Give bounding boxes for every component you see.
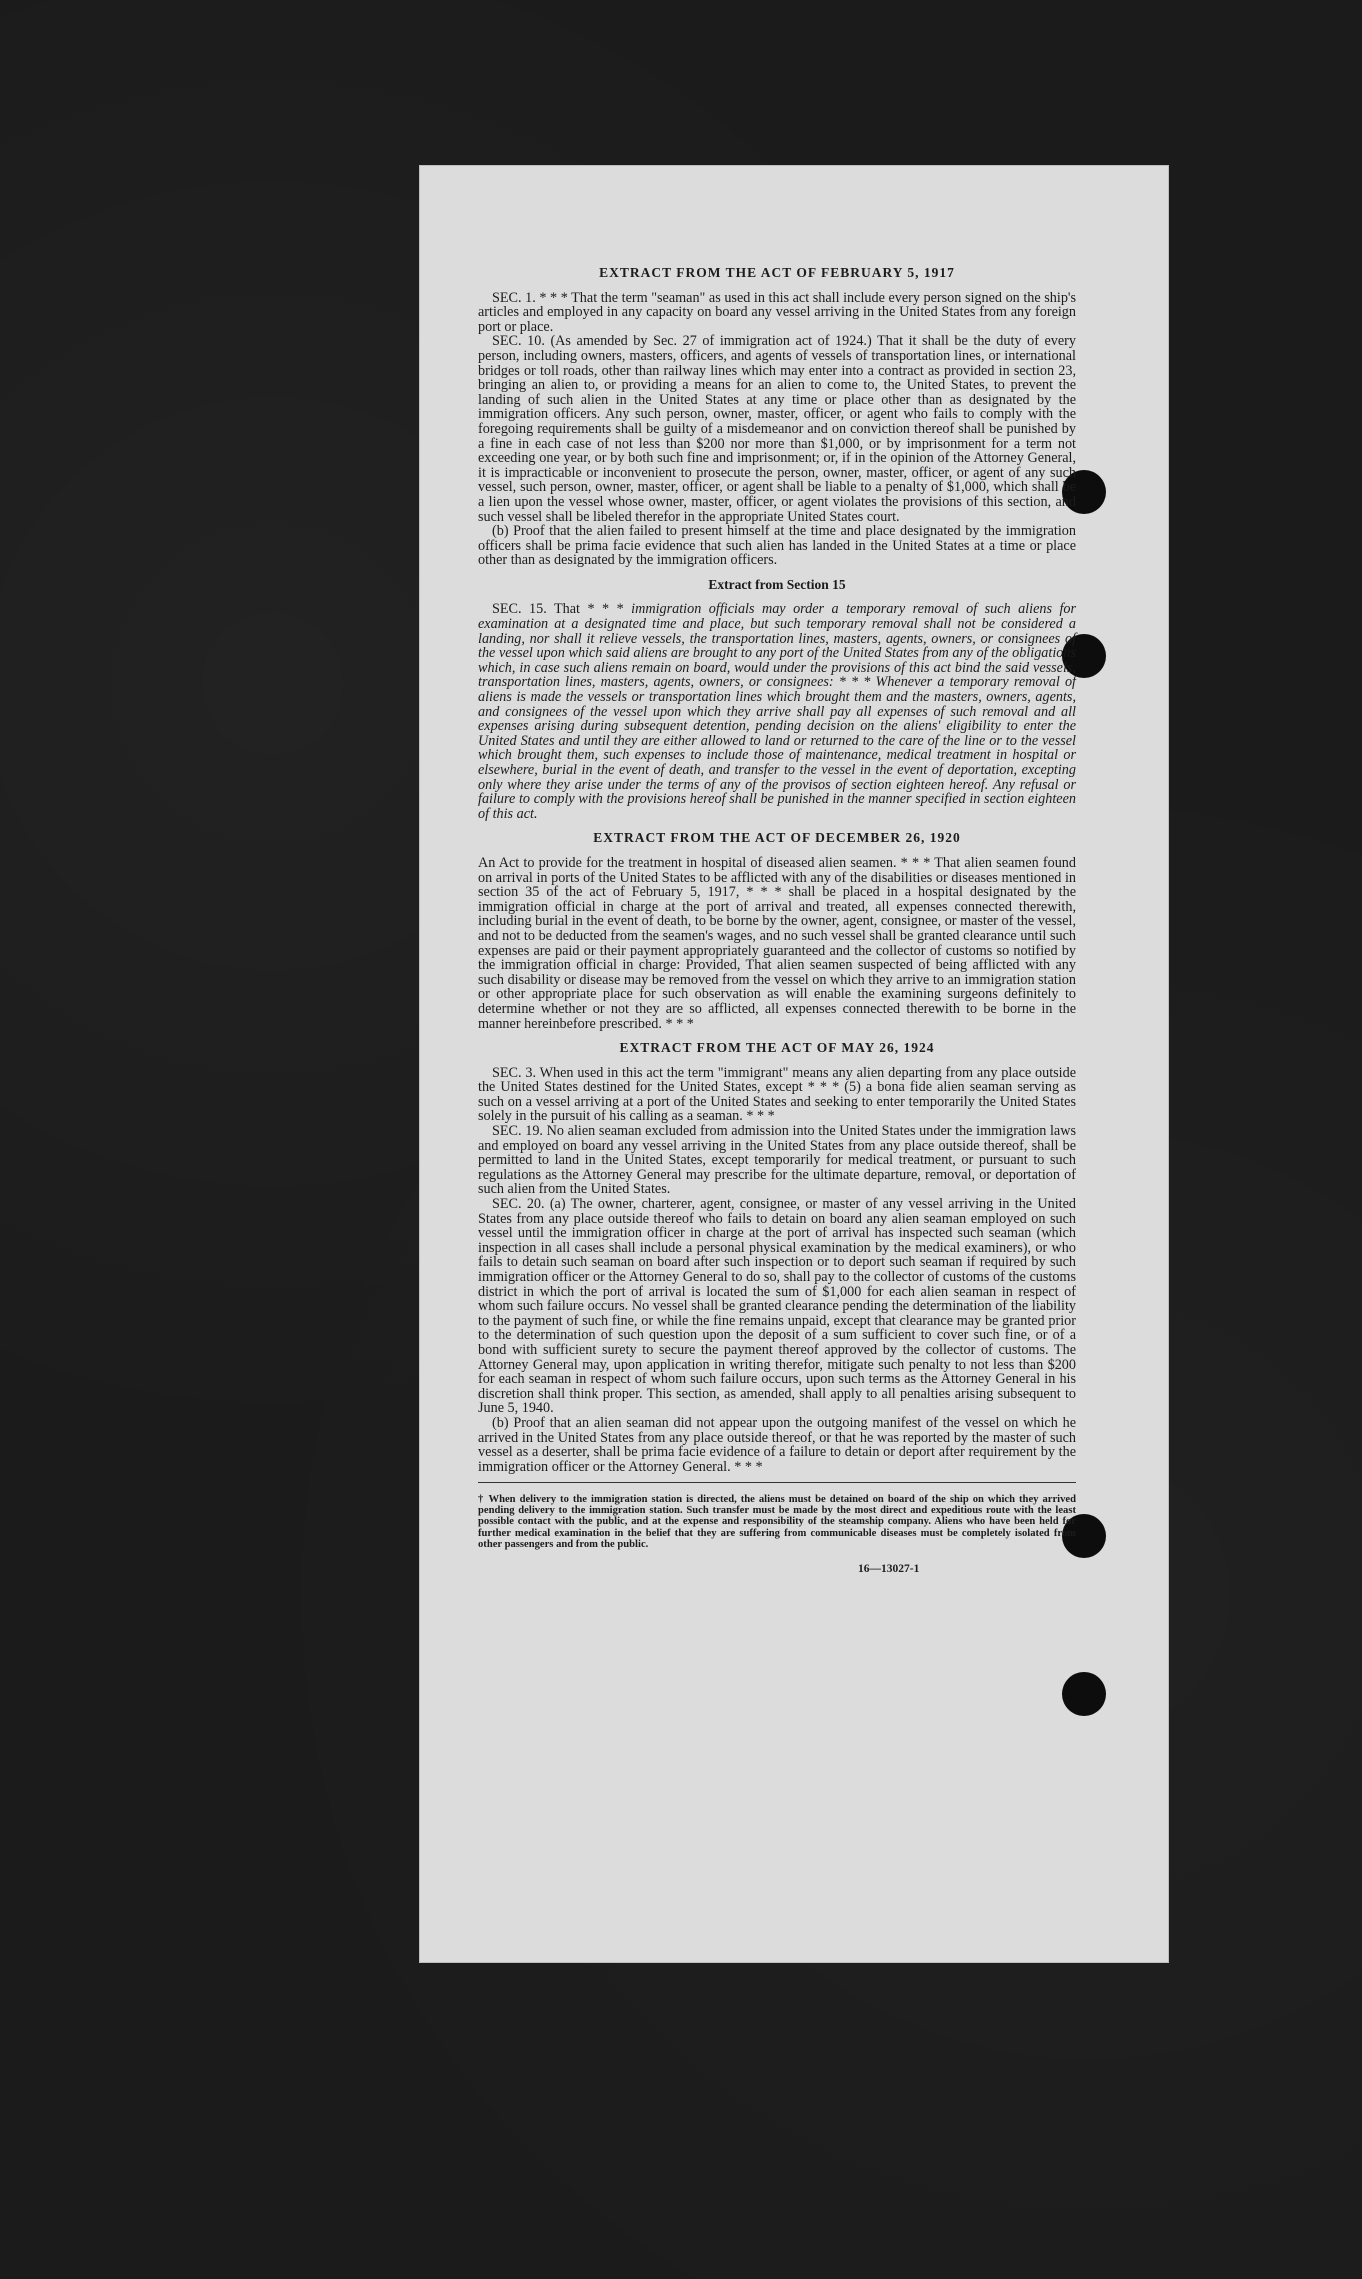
section-1: SEC. 1. * * * That the term "seaman" as used in this act shall include every person signed on the ship's articles and employed in any capacity on board any vessel arriving in the United States from any foreign port or place.	[478, 289, 1076, 335]
document-page	[420, 166, 1168, 1962]
section-10b: (b) Proof that the alien failed to present himself at the time and place designated by the immigration officers shall be prima facie evidence that such alien has landed in the United States at a time or place other than as designated by the immigration officers.	[478, 523, 1076, 569]
section-20b: (b) Proof that an alien seaman did not appear upon the outgoing manifest of the vessel on which he arrived in the United States from any place outside thereof, or that he was reported by the master of such vessel as a deserter, shall be prima facie evidence of a failure to detain or deport after requirement by the immigration officer or the Attorney General. * * *	[478, 1414, 1076, 1475]
document-body	[478, 266, 1076, 1577]
form-number: 16—13027-1	[858, 1562, 920, 1575]
heading-act-1920: EXTRACT FROM THE ACT OF DECEMBER 26, 1920	[593, 830, 961, 846]
subheading-section-15: Extract from Section 15	[708, 576, 846, 592]
footnote-divider	[478, 1482, 1076, 1483]
heading-act-1924: EXTRACT FROM THE ACT OF MAY 26, 1924	[619, 1040, 935, 1056]
section-3: SEC. 3. When used in this act the term "immigrant" means any alien departing from any place outside the United States destined for the United States, except * * * (5) a bona fide alien seaman serving as such on a vessel arriving at a port of the United States and seeking to enter temporarily the United States solely in the pursuit of his calling as a seaman. * * *	[478, 1064, 1076, 1125]
section-20a: SEC. 20. (a) The owner, charterer, agent, consignee, or master of any vessel arriving in the United States from any place outside thereof who fails to detain on board any alien seaman employed on such vessel until the immigration officer in charge at the port of arrival has inspected such seaman (which inspection in all cases shall include a personal physical examination by the medical examiners), or who fails to detain such seaman on board after such inspection or to deport such seaman if required by such immigration officer or the Attorney General to do so, shall pay to the collector of customs of the customs district in which the port of arrival is located the sum of $1,000 for each alien seaman in respect of whom such failure occurs. No vessel shall be granted clearance pending the determination of the liability to the payment of such fine, or while the fine remains unpaid, except that clearance may be granted prior to the determination of such question upon the deposit of a sum sufficient to cover such fine, or of a bond with sufficient surety to secure the payment thereof approved by the collector of customs. The Attorney General may, upon application in writing therefor, mitigate such penalty to not less than $200 for each seaman in respect of whom such failure occurs, upon such terms as the Attorney General in his discretion shall think proper. This section, as amended, shall apply to all penalties arising subsequent to June 5, 1940.	[478, 1196, 1076, 1417]
heading-act-1917: EXTRACT FROM THE ACT OF FEBRUARY 5, 1917	[599, 265, 955, 280]
act-1920-text: An Act to provide for the treatment in hospital of diseased alien seamen. * * * That alien seamen found on arrival in ports of the United States to be afflicted with any of the disabilities or diseases mentioned in section 35 of the act of February 5, 1917, * * * shall be placed in a hospital designated by the immigration official in charge at the port of arrival and treated, all expenses connected therewith, including burial in the event of death, to be borne by the owner, agent, consignee, or master of the vessel, and not to be deducted from the seamen's wages, and no such vessel shall be granted clearance until such expenses are paid or their payment appropriately guaranteed and the collector of customs so notified by the immigration official in charge: Provided, That alien seamen suspected of being afflicted with any such disability or disease may be removed from the vessel on which they arrive to an immigration station or other appropriate place for such observation as will enable the examining surgeons definitely to determine whether or not they are so afflicted, all expenses connected therewith to be borne in the manner hereinbefore prescribed. * * *	[478, 854, 1076, 1032]
footnote: † When delivery to the immigration station is directed, the aliens must be detained on board of the ship on which they arrived pending delivery to the immigration station. Such transfer must be made by the most direct and expeditious route with the least possible contact with the public, and at the expense and responsibility of the steamship company. Aliens who have been held for further medical examination in the belief that they are suffering from communicable diseases must be completely isolated from other passengers and from the public.	[478, 1493, 1076, 1550]
section-15-body: immigration officials may order a temporary removal of such aliens for examination at a designated time and place, but such temporary removal shall not be considered a landing, nor shall it relieve vessels, the transportation lines, masters, agents, owners, or consignees of the vessel upon which said aliens are brought to any port of the United States from any of the obligations which, in case such aliens remain on board, would under the provisions of this act bind the said vessels, transportation lines, masters, agents, owners, or consignees: * * * Whenever a temporary removal of aliens is made the vessels or transportation lines which brought them and the masters, owners, agents, and consignees of the vessel upon which they arrive shall pay all expenses of such removal and all expenses arising during subsequent detention, pending decision on the aliens' eligibility to enter the United States and until they are either allowed to land or returned to the care of the line or to the vessel which brought them, such expenses to include those of maintenance, medical treatment in hospital or elsewhere, burial in the event of death, and transfer to the vessel in the event of deportation, excepting only where they arise under the terms of any of the provisos of section eighteen hereof. Any refusal or failure to comply with the provisions hereof shall be punished in the manner specified in section eighteen of this act.	[478, 601, 1077, 822]
punch-hole	[1062, 1672, 1106, 1716]
section-19: SEC. 19. No alien seaman excluded from admission into the United States under the immigration laws and employed on board any vessel arriving in the United States from any place outside thereof, shall be permitted to land in the United States, except temporarily for medical treatment, or pursuant to such regulations as the Attorney General may prescribe for the ultimate departure, removal, or deportation of such alien from the United States.	[478, 1123, 1076, 1198]
section-10: SEC. 10. (As amended by Sec. 27 of immigration act of 1924.) That it shall be the duty of every person, including owners, masters, officers, and agents of vessels of transportation lines, or international bridges or toll roads, other than railway lines which may enter into a contract as provided in section 23, bringing an alien to, or providing a means for an alien to come to, the United States, to prevent the landing of such alien in the United States at any time or place other than as designated by the immigration officers. Any such person, owner, master, officer, or agent who fails to comply with the foregoing requirements shall be guilty of a misdemeanor and on conviction thereof shall be punished by a fine in each case of not less than $200 nor more than $1,000, or by imprisonment for a term not exceeding one year, or by both such fine and imprisonment; or, if in the opinion of the Attorney General, it is impracticable or inconvenient to prosecute the person, owner, master, officer, or agent of any such vessel, such person, owner, master, officer, or agent shall be liable to a penalty of $1,000, which shall be a lien upon the vessel whose owner, master, officer, or agent violates the provisions of this section, and such vessel shall be libeled therefor in the appropriate United States court.	[478, 333, 1076, 525]
section-15	[478, 602, 1076, 821]
section-15-lead: SEC. 15. That * * *	[492, 601, 632, 618]
